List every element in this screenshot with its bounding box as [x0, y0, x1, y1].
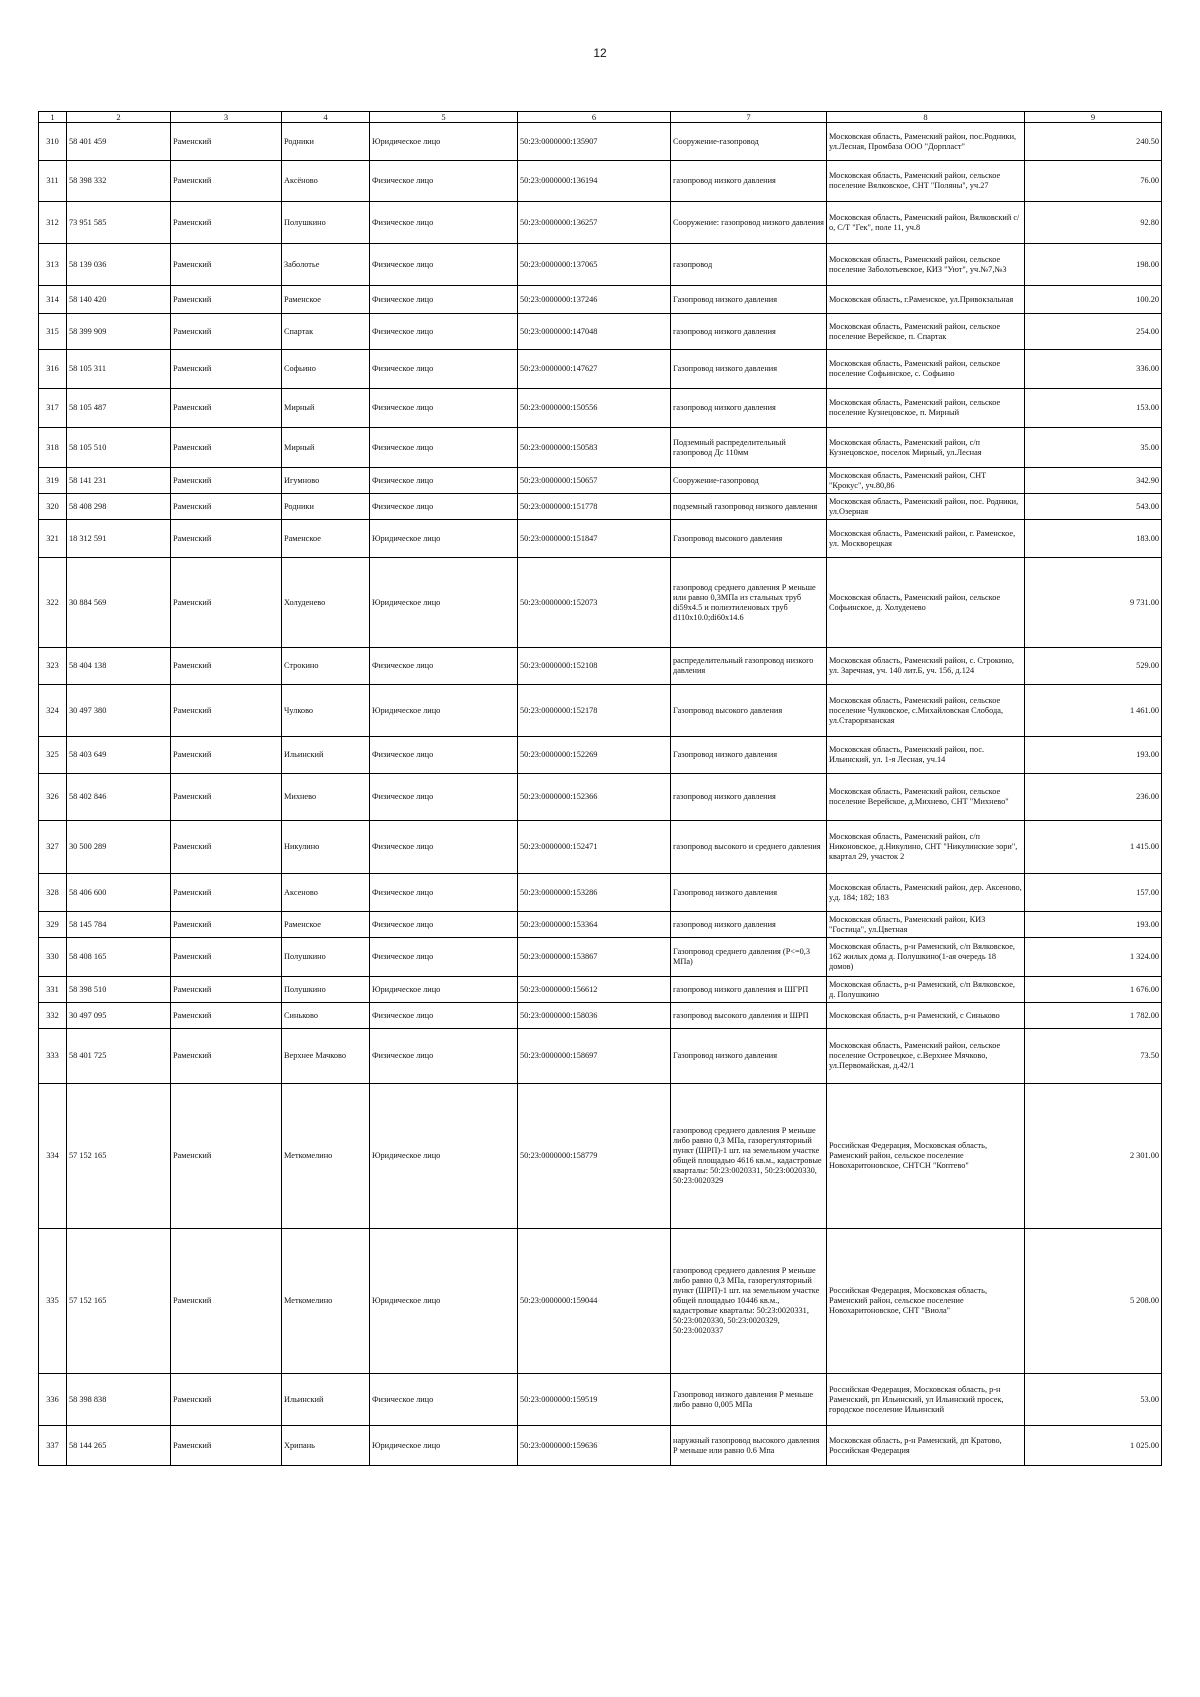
object-description: газопровод низкого давления и ШГРП	[671, 977, 827, 1003]
object-address: Московская область, Раменский район, сельское поселение Заболотьевское, КИЗ "Уют", уч.№7,№3	[827, 244, 1025, 286]
object-description: газопровод среднего давления Р меньше либо равно 0,3 МПа, газорегуляторный пункт (ШРП)-1 шт. на земельном участке общей площадью 10446 кв.м., кадастровые кварталы: 50:23:0020331, 50:23:0020330, 50:23:0020329, 50:23:0020337	[671, 1229, 827, 1374]
pipeline-length: 1 782.00	[1025, 1003, 1162, 1029]
cadastral-number: 50:23:0000000:136257	[518, 202, 671, 244]
okato-code: 58 408 298	[67, 494, 171, 520]
locality-name: Полушкино	[282, 202, 370, 244]
object-description: Сооружение-газопровод	[671, 123, 827, 161]
district-name: Раменский	[171, 123, 282, 161]
object-address: Московская область, Раменский район, пос.Родники, ул.Лесная, Промбаза ООО "Дорпласт"	[827, 123, 1025, 161]
header-row	[39, 112, 1162, 123]
table-row	[39, 350, 1162, 389]
table-row	[39, 648, 1162, 685]
owner-type: Юридическое лицо	[370, 977, 518, 1003]
object-address: Московская область, Раменский район, с. Строкино, ул. Заречная, уч. 140 лит.Б, уч. 156, д.124	[827, 648, 1025, 685]
cadastral-number: 50:23:0000000:152366	[518, 774, 671, 821]
object-address: Московская область, Раменский район, сельское Софьинское, д. Холуденево	[827, 558, 1025, 648]
object-address: Московская область, Раменский район, СНТ "Крокус", уч.80,86	[827, 468, 1025, 494]
row-number: 323	[39, 648, 67, 685]
object-description: газопровод высокого и среднего давления	[671, 821, 827, 874]
table-row	[39, 314, 1162, 350]
locality-name: Синьково	[282, 1003, 370, 1029]
locality-name: Строкино	[282, 648, 370, 685]
okato-code: 58 403 649	[67, 737, 171, 774]
owner-type: Физическое лицо	[370, 938, 518, 977]
locality-name: Меткомелино	[282, 1229, 370, 1374]
okato-code: 58 398 510	[67, 977, 171, 1003]
cadastral-number: 50:23:0000000:135907	[518, 123, 671, 161]
row-number: 328	[39, 874, 67, 912]
owner-type: Физическое лицо	[370, 874, 518, 912]
cadastral-number: 50:23:0000000:137065	[518, 244, 671, 286]
district-name: Раменский	[171, 428, 282, 468]
pipeline-length: 342.90	[1025, 468, 1162, 494]
locality-name: Михнево	[282, 774, 370, 821]
okato-code: 58 398 332	[67, 161, 171, 202]
object-description: подземный газопровод низкого давления	[671, 494, 827, 520]
object-description: Газопровод низкого давления Р меньше либо равно 0,005 МПа	[671, 1374, 827, 1426]
table-row	[39, 774, 1162, 821]
table-row	[39, 685, 1162, 737]
owner-type: Физическое лицо	[370, 1374, 518, 1426]
header-cell: 8	[827, 112, 1025, 123]
object-address: Московская область, Раменский район, пос. Ильинский, ул. 1-я Лесная, уч.14	[827, 737, 1025, 774]
okato-code: 30 497 380	[67, 685, 171, 737]
row-number: 337	[39, 1426, 67, 1466]
header-cell: 5	[370, 112, 518, 123]
owner-type: Физическое лицо	[370, 821, 518, 874]
object-description: Газопровод высокого давления	[671, 685, 827, 737]
object-address: Московская область, Раменский район, сельское поселение Чулковское, с.Михайловская Слобода, ул.Старорязанская	[827, 685, 1025, 737]
pipeline-length: 1 415.00	[1025, 821, 1162, 874]
district-name: Раменский	[171, 1229, 282, 1374]
pipeline-length: 92.80	[1025, 202, 1162, 244]
owner-type: Физическое лицо	[370, 494, 518, 520]
district-name: Раменский	[171, 1374, 282, 1426]
table-row	[39, 1374, 1162, 1426]
object-description: Сооружение: газопровод низкого давления	[671, 202, 827, 244]
locality-name: Раменское	[282, 286, 370, 314]
table-row	[39, 1029, 1162, 1084]
pipeline-length: 1 324.00	[1025, 938, 1162, 977]
owner-type: Юридическое лицо	[370, 1426, 518, 1466]
cadastral-number: 50:23:0000000:159519	[518, 1374, 671, 1426]
district-name: Раменский	[171, 350, 282, 389]
locality-name: Чулково	[282, 685, 370, 737]
pipeline-length: 1 676.00	[1025, 977, 1162, 1003]
object-description: Газопровод низкого давления	[671, 1029, 827, 1084]
pipeline-length: 35.00	[1025, 428, 1162, 468]
row-number: 335	[39, 1229, 67, 1374]
row-number: 324	[39, 685, 67, 737]
pipeline-length: 157.00	[1025, 874, 1162, 912]
object-description: газопровод	[671, 244, 827, 286]
header-cell: 2	[67, 112, 171, 123]
locality-name: Раменское	[282, 912, 370, 938]
okato-code: 58 399 909	[67, 314, 171, 350]
locality-name: Верхнее Мачково	[282, 1029, 370, 1084]
row-number: 326	[39, 774, 67, 821]
district-name: Раменский	[171, 286, 282, 314]
district-name: Раменский	[171, 1029, 282, 1084]
cadastral-number: 50:23:0000000:158779	[518, 1084, 671, 1229]
okato-code: 58 139 036	[67, 244, 171, 286]
owner-type: Юридическое лицо	[370, 520, 518, 558]
locality-name: Аксёново	[282, 161, 370, 202]
object-description: газопровод среднего давления Р меньше либо равно 0,3 МПа, газорегуляторный пункт (ШРП)-1 шт. на земельном участке общей площадью 4616 кв.м., кадастровые кварталы: 50:23:0020331, 50:23:0020330, 50:23:0020329	[671, 1084, 827, 1229]
cadastral-number: 50:23:0000000:152269	[518, 737, 671, 774]
okato-code: 58 398 838	[67, 1374, 171, 1426]
okato-code: 58 144 265	[67, 1426, 171, 1466]
owner-type: Физическое лицо	[370, 1003, 518, 1029]
okato-code: 57 152 165	[67, 1229, 171, 1374]
object-description: газопровод высокого давления и ШРП	[671, 1003, 827, 1029]
locality-name: Заболотье	[282, 244, 370, 286]
okato-code: 58 141 231	[67, 468, 171, 494]
table-row	[39, 1426, 1162, 1466]
object-description: газопровод низкого давления	[671, 774, 827, 821]
owner-type: Физическое лицо	[370, 202, 518, 244]
cadastral-number: 50:23:0000000:150657	[518, 468, 671, 494]
object-description: Газопровод низкого давления	[671, 737, 827, 774]
district-name: Раменский	[171, 737, 282, 774]
object-address: Российская Федерация, Московская область, р-н Раменский, рп Ильинский, ул Ильинский просек, городское поселение Ильинский	[827, 1374, 1025, 1426]
okato-code: 58 105 311	[67, 350, 171, 389]
gas-pipeline-register-table	[38, 111, 1162, 1466]
header-cell: 7	[671, 112, 827, 123]
cadastral-number: 50:23:0000000:136194	[518, 161, 671, 202]
owner-type: Физическое лицо	[370, 161, 518, 202]
cadastral-number: 50:23:0000000:153286	[518, 874, 671, 912]
object-address: Московская область, Раменский район, сельское поселение Кузнецовское, п. Мирный	[827, 389, 1025, 428]
locality-name: Полушкино	[282, 977, 370, 1003]
locality-name: Холуденево	[282, 558, 370, 648]
owner-type: Физическое лицо	[370, 912, 518, 938]
table-row	[39, 286, 1162, 314]
table-row	[39, 1084, 1162, 1229]
okato-code: 58 105 510	[67, 428, 171, 468]
district-name: Раменский	[171, 494, 282, 520]
district-name: Раменский	[171, 1084, 282, 1229]
district-name: Раменский	[171, 977, 282, 1003]
pipeline-length: 183.00	[1025, 520, 1162, 558]
pipeline-length: 193.00	[1025, 912, 1162, 938]
okato-code: 73 951 585	[67, 202, 171, 244]
cadastral-number: 50:23:0000000:156612	[518, 977, 671, 1003]
locality-name: Родники	[282, 123, 370, 161]
owner-type: Физическое лицо	[370, 350, 518, 389]
row-number: 316	[39, 350, 67, 389]
pipeline-length: 240.50	[1025, 123, 1162, 161]
owner-type: Юридическое лицо	[370, 123, 518, 161]
pipeline-length: 193.00	[1025, 737, 1162, 774]
okato-code: 58 406 600	[67, 874, 171, 912]
table-row	[39, 494, 1162, 520]
object-address: Московская область, р-н Раменский, с Синьково	[827, 1003, 1025, 1029]
table-row	[39, 912, 1162, 938]
district-name: Раменский	[171, 648, 282, 685]
district-name: Раменский	[171, 1003, 282, 1029]
cadastral-number: 50:23:0000000:151847	[518, 520, 671, 558]
row-number: 322	[39, 558, 67, 648]
header-cell: 6	[518, 112, 671, 123]
object-address: Московская область, Раменский район, дер. Аксеново, у.д. 184; 182; 183	[827, 874, 1025, 912]
row-number: 311	[39, 161, 67, 202]
owner-type: Юридическое лицо	[370, 685, 518, 737]
okato-code: 58 402 846	[67, 774, 171, 821]
okato-code: 58 145 784	[67, 912, 171, 938]
object-address: Московская область, Раменский район, Вялковский с/о, С/Т "Гек", поле 11, уч.8	[827, 202, 1025, 244]
locality-name: Ильинский	[282, 1374, 370, 1426]
owner-type: Физическое лицо	[370, 774, 518, 821]
object-description: газопровод низкого давления	[671, 389, 827, 428]
cadastral-number: 50:23:0000000:152073	[518, 558, 671, 648]
okato-code: 58 404 138	[67, 648, 171, 685]
cadastral-number: 50:23:0000000:151778	[518, 494, 671, 520]
object-address: Московская область, Раменский район, с/п Никоновское, д.Никулино, СНТ "Никулинские зори", квартал 29, участок 2	[827, 821, 1025, 874]
owner-type: Физическое лицо	[370, 468, 518, 494]
cadastral-number: 50:23:0000000:153364	[518, 912, 671, 938]
district-name: Раменский	[171, 161, 282, 202]
locality-name: Спартак	[282, 314, 370, 350]
row-number: 321	[39, 520, 67, 558]
object-description: Газопровод высокого давления	[671, 520, 827, 558]
object-description: наружный газопровод высокого давления Р меньше или равно 0.6 Мпа	[671, 1426, 827, 1466]
object-description: Подземный распределительный газопровод Дс 110мм	[671, 428, 827, 468]
pipeline-length: 153.00	[1025, 389, 1162, 428]
locality-name: Хрипань	[282, 1426, 370, 1466]
locality-name: Родники	[282, 494, 370, 520]
object-address: Московская область, Раменский район, сельское поселение Островецкое, с.Верхнее Мячково, ул.Первомайская, д.42/1	[827, 1029, 1025, 1084]
object-address: Московская область, Раменский район, с/п Кузнецовское, поселок Мирный, ул.Лесная	[827, 428, 1025, 468]
object-address: Московская область, Раменский район, сельское поселение Верейское, п. Спартак	[827, 314, 1025, 350]
locality-name: Мирный	[282, 389, 370, 428]
object-address: Московская область, Раменский район, г. Раменское, ул. Москворецкая	[827, 520, 1025, 558]
owner-type: Физическое лицо	[370, 389, 518, 428]
owner-type: Физическое лицо	[370, 314, 518, 350]
locality-name: Мирный	[282, 428, 370, 468]
pipeline-length: 5 208.00	[1025, 1229, 1162, 1374]
table-row	[39, 938, 1162, 977]
header-cell: 3	[171, 112, 282, 123]
okato-code: 30 884 569	[67, 558, 171, 648]
district-name: Раменский	[171, 685, 282, 737]
table-row	[39, 821, 1162, 874]
pipeline-length: 9 731.00	[1025, 558, 1162, 648]
pipeline-length: 236.00	[1025, 774, 1162, 821]
object-address: Российская Федерация, Московская область, Раменский район, сельское поселение Новохаритоновское, СНТ "Виола"	[827, 1229, 1025, 1374]
table-row	[39, 977, 1162, 1003]
table-row	[39, 161, 1162, 202]
pipeline-length: 73.50	[1025, 1029, 1162, 1084]
object-description: распределительный газопровод низкого давления	[671, 648, 827, 685]
cadastral-number: 50:23:0000000:147627	[518, 350, 671, 389]
locality-name: Софьино	[282, 350, 370, 389]
owner-type: Физическое лицо	[370, 648, 518, 685]
object-address: Московская область, р-н Раменский, с/п Вялковское, 162 жилых дома д. Полушкино(1-ая очередь 18 домов)	[827, 938, 1025, 977]
row-number: 325	[39, 737, 67, 774]
okato-code: 57 152 165	[67, 1084, 171, 1229]
cadastral-number: 50:23:0000000:150583	[518, 428, 671, 468]
cadastral-number: 50:23:0000000:158697	[518, 1029, 671, 1084]
pipeline-length: 543.00	[1025, 494, 1162, 520]
object-address: Московская область, Раменский район, сельское поселение Верейское, д.Михнево, СНТ "Михнево"	[827, 774, 1025, 821]
owner-type: Физическое лицо	[370, 1029, 518, 1084]
row-number: 320	[39, 494, 67, 520]
object-description: газопровод среднего давления Р меньше или равно 0,3МПа из стальных труб di59x4.5 и полиэтиленовых труб d110x10.0;di60x14.6	[671, 558, 827, 648]
object-description: газопровод низкого давления	[671, 161, 827, 202]
owner-type: Физическое лицо	[370, 286, 518, 314]
row-number: 314	[39, 286, 67, 314]
row-number: 333	[39, 1029, 67, 1084]
pipeline-length: 529.00	[1025, 648, 1162, 685]
cadastral-number: 50:23:0000000:137246	[518, 286, 671, 314]
row-number: 334	[39, 1084, 67, 1229]
locality-name: Меткомелино	[282, 1084, 370, 1229]
row-number: 312	[39, 202, 67, 244]
object-address: Московская область, Раменский район, КИЗ "Гостица", ул.Цветная	[827, 912, 1025, 938]
locality-name: Никулино	[282, 821, 370, 874]
object-description: Газопровод низкого давления	[671, 286, 827, 314]
page-number: 12	[593, 46, 607, 60]
object-address: Московская область, Раменский район, сельское поселение Вялковское, СНТ "Поляны", уч.27	[827, 161, 1025, 202]
table-row	[39, 468, 1162, 494]
cadastral-number: 50:23:0000000:153867	[518, 938, 671, 977]
row-number: 329	[39, 912, 67, 938]
pipeline-length: 336.00	[1025, 350, 1162, 389]
row-number: 319	[39, 468, 67, 494]
owner-type: Юридическое лицо	[370, 1229, 518, 1374]
district-name: Раменский	[171, 558, 282, 648]
object-address: Российская Федерация, Московская область, Раменский район, сельское поселение Новохаритоновское, СНТСН "Коптево"	[827, 1084, 1025, 1229]
table-row	[39, 737, 1162, 774]
table-row	[39, 558, 1162, 648]
row-number: 330	[39, 938, 67, 977]
district-name: Раменский	[171, 912, 282, 938]
header-cell: 1	[39, 112, 67, 123]
object-description: Газопровод низкого давления	[671, 350, 827, 389]
okato-code: 58 140 420	[67, 286, 171, 314]
owner-type: Физическое лицо	[370, 428, 518, 468]
cadastral-number: 50:23:0000000:159044	[518, 1229, 671, 1374]
row-number: 313	[39, 244, 67, 286]
owner-type: Физическое лицо	[370, 244, 518, 286]
row-number: 327	[39, 821, 67, 874]
row-number: 318	[39, 428, 67, 468]
locality-name: Аксеново	[282, 874, 370, 912]
pipeline-length: 1 025.00	[1025, 1426, 1162, 1466]
okato-code: 58 408 165	[67, 938, 171, 977]
district-name: Раменский	[171, 314, 282, 350]
table-row	[39, 123, 1162, 161]
district-name: Раменский	[171, 468, 282, 494]
object-description: газопровод низкого давления	[671, 912, 827, 938]
district-name: Раменский	[171, 244, 282, 286]
object-description: Сооружение-газопровод	[671, 468, 827, 494]
okato-code: 58 401 459	[67, 123, 171, 161]
table-row	[39, 1003, 1162, 1029]
cadastral-number: 50:23:0000000:150556	[518, 389, 671, 428]
cadastral-number: 50:23:0000000:159636	[518, 1426, 671, 1466]
pipeline-length: 1 461.00	[1025, 685, 1162, 737]
okato-code: 58 401 725	[67, 1029, 171, 1084]
cadastral-number: 50:23:0000000:147048	[518, 314, 671, 350]
cadastral-number: 50:23:0000000:158036	[518, 1003, 671, 1029]
object-address: Московская область, Раменский район, сельское поселение Софьинское, с. Софьино	[827, 350, 1025, 389]
row-number: 331	[39, 977, 67, 1003]
locality-name: Полушкино	[282, 938, 370, 977]
district-name: Раменский	[171, 774, 282, 821]
table-row	[39, 874, 1162, 912]
header-cell: 9	[1025, 112, 1162, 123]
table-row	[39, 520, 1162, 558]
object-address: Московская область, Раменский район, пос. Родники, ул.Озерная	[827, 494, 1025, 520]
district-name: Раменский	[171, 389, 282, 428]
district-name: Раменский	[171, 874, 282, 912]
district-name: Раменский	[171, 1426, 282, 1466]
table-body	[39, 123, 1162, 1466]
header-cell: 4	[282, 112, 370, 123]
table-row	[39, 244, 1162, 286]
pipeline-length: 100.20	[1025, 286, 1162, 314]
row-number: 317	[39, 389, 67, 428]
owner-type: Юридическое лицо	[370, 1084, 518, 1229]
district-name: Раменский	[171, 938, 282, 977]
object-address: Московская область, р-н Раменский, дп Кратово, Российская Федерация	[827, 1426, 1025, 1466]
object-description: газопровод низкого давления	[671, 314, 827, 350]
okato-code: 58 105 487	[67, 389, 171, 428]
pipeline-length: 198.00	[1025, 244, 1162, 286]
row-number: 315	[39, 314, 67, 350]
row-number: 332	[39, 1003, 67, 1029]
table-row	[39, 389, 1162, 428]
object-description: Газопровод среднего давления (Р<=0,3 МПа)	[671, 938, 827, 977]
locality-name: Раменское	[282, 520, 370, 558]
cadastral-number: 50:23:0000000:152471	[518, 821, 671, 874]
district-name: Раменский	[171, 520, 282, 558]
object-description: Газопровод низкого давления	[671, 874, 827, 912]
district-name: Раменский	[171, 202, 282, 244]
okato-code: 18 312 591	[67, 520, 171, 558]
district-name: Раменский	[171, 821, 282, 874]
object-address: Московская область, г.Раменское, ул.Привокзальная	[827, 286, 1025, 314]
owner-type: Юридическое лицо	[370, 558, 518, 648]
table-row	[39, 202, 1162, 244]
table-row	[39, 1229, 1162, 1374]
object-address: Московская область, р-н Раменский, с/п Вялковское, д. Полушкино	[827, 977, 1025, 1003]
table-row	[39, 428, 1162, 468]
okato-code: 30 497 095	[67, 1003, 171, 1029]
row-number: 310	[39, 123, 67, 161]
pipeline-length: 254.00	[1025, 314, 1162, 350]
owner-type: Физическое лицо	[370, 737, 518, 774]
pipeline-length: 2 301.00	[1025, 1084, 1162, 1229]
pipeline-length: 76.00	[1025, 161, 1162, 202]
pipeline-length: 53.00	[1025, 1374, 1162, 1426]
locality-name: Ильинский	[282, 737, 370, 774]
locality-name: Игумново	[282, 468, 370, 494]
okato-code: 30 500 289	[67, 821, 171, 874]
cadastral-number: 50:23:0000000:152178	[518, 685, 671, 737]
row-number: 336	[39, 1374, 67, 1426]
cadastral-number: 50:23:0000000:152108	[518, 648, 671, 685]
